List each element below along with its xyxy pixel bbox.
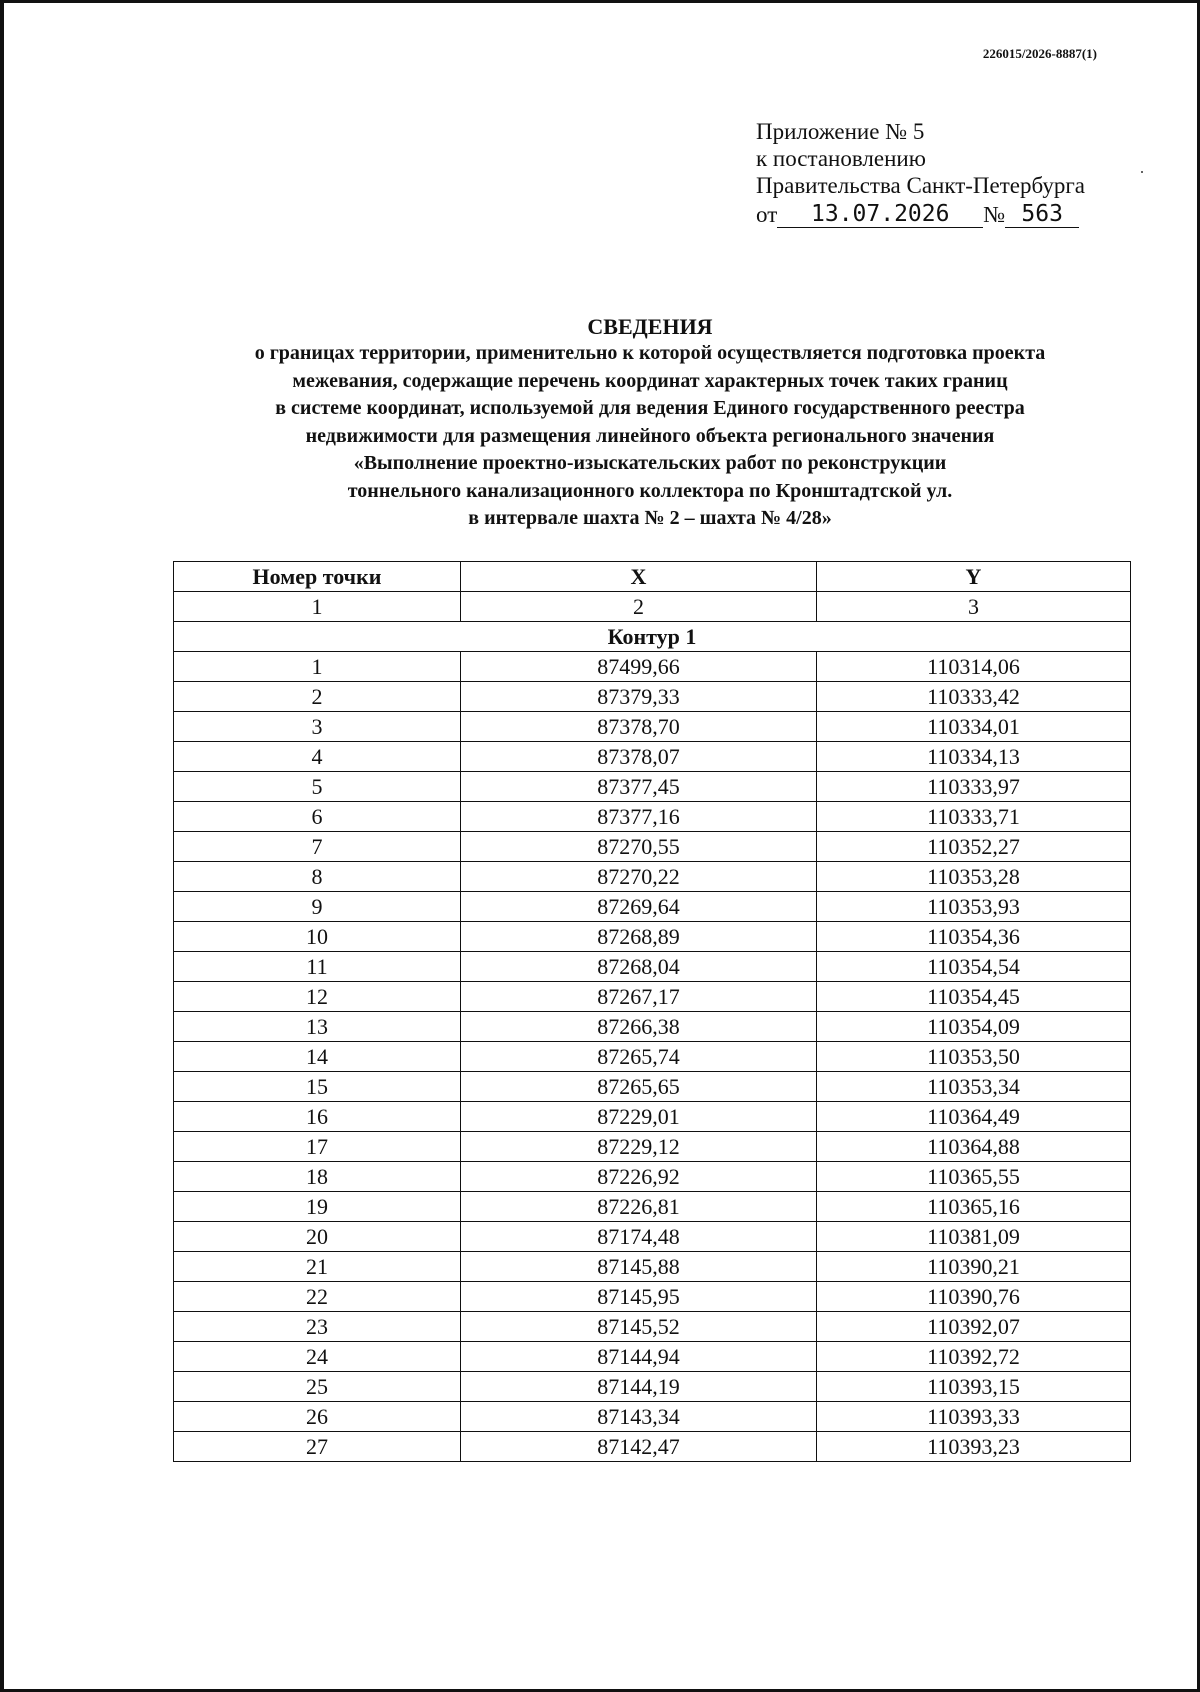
table-row [174, 682, 1131, 712]
x-coordinate-cell: 87269,64 [461, 892, 817, 922]
table-row [174, 712, 1131, 742]
point-number-cell: 7 [174, 832, 461, 862]
header-x: X [461, 562, 817, 592]
table-row [174, 1402, 1131, 1432]
table-row [174, 1192, 1131, 1222]
header-y: Y [817, 562, 1131, 592]
y-coordinate-cell: 110354,54 [817, 952, 1131, 982]
point-number-cell: 16 [174, 1102, 461, 1132]
x-coordinate-cell: 87266,38 [461, 1012, 817, 1042]
document-title [160, 314, 1140, 533]
table-row [174, 1072, 1131, 1102]
x-coordinate-cell: 87144,94 [461, 1342, 817, 1372]
y-coordinate-cell: 110393,23 [817, 1432, 1131, 1462]
table-row [174, 1432, 1131, 1462]
annex-date: 13.07.2026 [777, 201, 983, 228]
y-coordinate-cell: 110381,09 [817, 1222, 1131, 1252]
column-number: 2 [461, 592, 817, 622]
table-row [174, 922, 1131, 952]
x-coordinate-cell: 87145,88 [461, 1252, 817, 1282]
y-coordinate-cell: 110334,01 [817, 712, 1131, 742]
x-coordinate-cell: 87144,19 [461, 1372, 817, 1402]
table-row [174, 1342, 1131, 1372]
title-line: межевания, содержащие перечень координат характерных точек таких границ [292, 369, 1008, 392]
table-row [174, 862, 1131, 892]
scan-speck [1141, 171, 1143, 173]
y-coordinate-cell: 110354,36 [817, 922, 1131, 952]
x-coordinate-cell: 87268,04 [461, 952, 817, 982]
x-coordinate-cell: 87229,01 [461, 1102, 817, 1132]
y-coordinate-cell: 110353,50 [817, 1042, 1131, 1072]
x-coordinate-cell: 87499,66 [461, 652, 817, 682]
y-coordinate-cell: 110334,13 [817, 742, 1131, 772]
point-number-cell: 4 [174, 742, 461, 772]
title-line: в интервале шахта № 2 – шахта № 4/28» [468, 507, 832, 529]
y-coordinate-cell: 110390,76 [817, 1282, 1131, 1312]
y-coordinate-cell: 110314,06 [817, 652, 1131, 682]
point-number-cell: 3 [174, 712, 461, 742]
x-coordinate-cell: 87268,89 [461, 922, 817, 952]
table-row [174, 1102, 1131, 1132]
x-coordinate-cell: 87377,16 [461, 802, 817, 832]
point-number-cell: 11 [174, 952, 461, 982]
contour-label: Контур 1 [174, 622, 1131, 652]
annex-resolution-label: к постановлению [756, 146, 926, 171]
y-coordinate-cell: 110353,34 [817, 1072, 1131, 1102]
point-number-cell: 21 [174, 1252, 461, 1282]
scan-border-top [0, 0, 1200, 3]
x-coordinate-cell: 87270,22 [461, 862, 817, 892]
column-number-row [174, 592, 1131, 622]
point-number-cell: 14 [174, 1042, 461, 1072]
y-coordinate-cell: 110354,09 [817, 1012, 1131, 1042]
x-coordinate-cell: 87226,92 [461, 1162, 817, 1192]
y-coordinate-cell: 110393,33 [817, 1402, 1131, 1432]
x-coordinate-cell: 87378,70 [461, 712, 817, 742]
point-number-cell: 27 [174, 1432, 461, 1462]
x-coordinate-cell: 87378,07 [461, 742, 817, 772]
point-number-cell: 26 [174, 1402, 461, 1432]
title-line: недвижимости для размещения линейного объекта регионального значения [305, 424, 995, 447]
point-number-cell: 23 [174, 1312, 461, 1342]
annex-date-number-line [756, 201, 1085, 228]
y-coordinate-cell: 110392,07 [817, 1312, 1131, 1342]
table-row [174, 1042, 1131, 1072]
point-number-cell: 6 [174, 802, 461, 832]
point-number-cell: 17 [174, 1132, 461, 1162]
column-number: 1 [174, 592, 461, 622]
y-coordinate-cell: 110353,28 [817, 862, 1131, 892]
y-coordinate-cell: 110352,27 [817, 832, 1131, 862]
table-row [174, 652, 1131, 682]
point-number-cell: 1 [174, 652, 461, 682]
x-coordinate-cell: 87267,17 [461, 982, 817, 1012]
annex-number-label: № [983, 202, 1006, 227]
contour-row [174, 622, 1131, 652]
annex-from-label: от [756, 202, 778, 227]
table-row [174, 772, 1131, 802]
table-header-row [174, 562, 1131, 592]
point-number-cell: 12 [174, 982, 461, 1012]
x-coordinate-cell: 87145,95 [461, 1282, 817, 1312]
table-row [174, 832, 1131, 862]
point-number-cell: 10 [174, 922, 461, 952]
x-coordinate-cell: 87143,34 [461, 1402, 817, 1432]
table-row [174, 892, 1131, 922]
table-row [174, 802, 1131, 832]
table-row [174, 742, 1131, 772]
point-number-cell: 9 [174, 892, 461, 922]
point-number-cell: 18 [174, 1162, 461, 1192]
x-coordinate-cell: 87270,55 [461, 832, 817, 862]
table-row [174, 1372, 1131, 1402]
title-line: тоннельного канализационного коллектора по Кронштадтской ул. [347, 479, 953, 502]
y-coordinate-cell: 110392,72 [817, 1342, 1131, 1372]
x-coordinate-cell: 87174,48 [461, 1222, 817, 1252]
annex-block [756, 118, 1085, 228]
point-number-cell: 20 [174, 1222, 461, 1252]
y-coordinate-cell: 110365,16 [817, 1192, 1131, 1222]
column-number: 3 [817, 592, 1131, 622]
x-coordinate-cell: 87379,33 [461, 682, 817, 712]
y-coordinate-cell: 110365,55 [817, 1162, 1131, 1192]
document-id: 226015/2026-8887(1) [982, 46, 1097, 61]
x-coordinate-cell: 87377,45 [461, 772, 817, 802]
y-coordinate-cell: 110364,88 [817, 1132, 1131, 1162]
coordinates-table [173, 561, 1131, 1462]
table-row [174, 1012, 1131, 1042]
annex-government-label: Правительства Санкт-Петербурга [756, 173, 1085, 198]
point-number-cell: 13 [174, 1012, 461, 1042]
header-point-number: Номер точки [174, 562, 461, 592]
x-coordinate-cell: 87265,65 [461, 1072, 817, 1102]
point-number-cell: 25 [174, 1372, 461, 1402]
table-row [174, 982, 1131, 1012]
table-row [174, 1252, 1131, 1282]
x-coordinate-cell: 87265,74 [461, 1042, 817, 1072]
table-row [174, 1312, 1131, 1342]
point-number-cell: 22 [174, 1282, 461, 1312]
point-number-cell: 15 [174, 1072, 461, 1102]
title-line: «Выполнение проектно-изыскательских работ по реконструкции [353, 452, 947, 474]
annex-resolution-number: 563 [1005, 201, 1079, 228]
x-coordinate-cell: 87226,81 [461, 1192, 817, 1222]
title-line: о границах территории, применительно к которой осуществляется подготовка проекта [254, 342, 1046, 364]
table-row [174, 952, 1131, 982]
x-coordinate-cell: 87145,52 [461, 1312, 817, 1342]
table-row [174, 1162, 1131, 1192]
x-coordinate-cell: 87142,47 [461, 1432, 817, 1462]
title-heading: СВЕДЕНИЯ [587, 314, 713, 339]
y-coordinate-cell: 110390,21 [817, 1252, 1131, 1282]
y-coordinate-cell: 110333,71 [817, 802, 1131, 832]
table-row [174, 1222, 1131, 1252]
title-line: в системе координат, используемой для ведения Единого государственного реестра [275, 397, 1025, 419]
point-number-cell: 24 [174, 1342, 461, 1372]
table-row [174, 1282, 1131, 1312]
point-number-cell: 2 [174, 682, 461, 712]
y-coordinate-cell: 110353,93 [817, 892, 1131, 922]
y-coordinate-cell: 110364,49 [817, 1102, 1131, 1132]
y-coordinate-cell: 110354,45 [817, 982, 1131, 1012]
scan-border-left [0, 0, 4, 1692]
y-coordinate-cell: 110333,97 [817, 772, 1131, 802]
y-coordinate-cell: 110333,42 [817, 682, 1131, 712]
coordinates-body [174, 622, 1131, 1462]
point-number-cell: 5 [174, 772, 461, 802]
annex-number: Приложение № 5 [756, 119, 925, 144]
x-coordinate-cell: 87229,12 [461, 1132, 817, 1162]
y-coordinate-cell: 110393,15 [817, 1372, 1131, 1402]
point-number-cell: 19 [174, 1192, 461, 1222]
point-number-cell: 8 [174, 862, 461, 892]
table-row [174, 1132, 1131, 1162]
